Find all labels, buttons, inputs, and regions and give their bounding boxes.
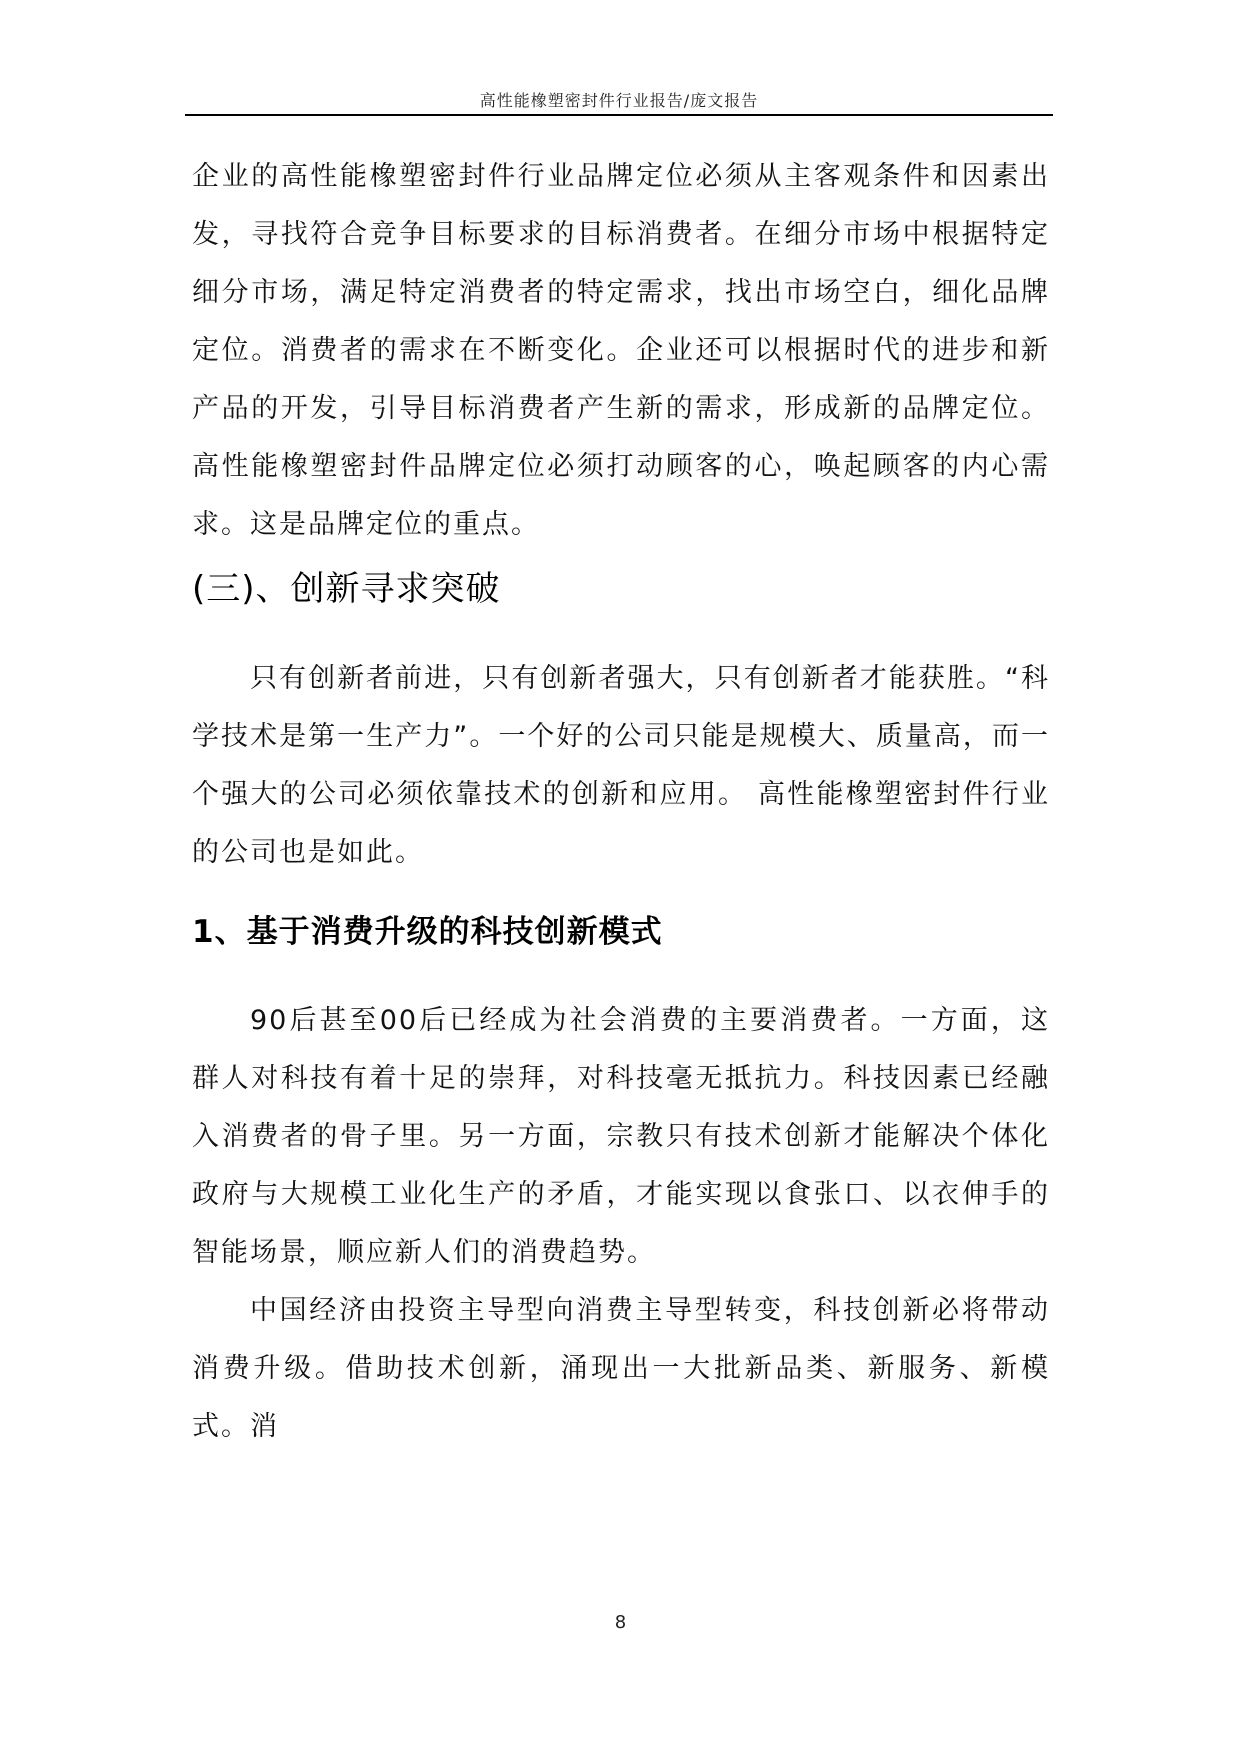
running-header: 高性能橡塑密封件行业报告/庞文报告 (479, 91, 759, 110)
paragraph-brand-positioning (192, 148, 1050, 554)
subsection-heading-block (192, 910, 1050, 954)
header-divider (185, 114, 1053, 116)
body-paragraph: 企业的高性能橡塑密封件行业品牌定位必须从主客观条件和因素出发，寻找符合竞争目标要求的目标消费者。在细分市场中根据特定细分市场，满足特定消费者的特定需求，找出市场空白，细化品牌定位。消费者的需求在不断变化。企业还可以根据时代的进步和新产品的开发，引导目标消费者产生新的需求，形成新的品牌定位。高性能橡塑密封件品牌定位必须打动顾客的心，唤起顾客的内心需求。这是品牌定位的重点。 (192, 161, 1050, 540)
page-number: 8 (614, 1612, 627, 1633)
section-heading-block (192, 567, 1050, 611)
section-heading: (三)、创新寻求突破 (192, 569, 501, 609)
body-paragraph: 只有创新者前进，只有创新者强大，只有创新者才能获胜。“科学技术是第一生产力”。一个好的公司只能是规模大、质量高，而一个强大的公司必须依靠技术的创新和应用。 高性能橡塑密封件行业的公司也是如此。 (192, 663, 1050, 868)
paragraph-innovation (192, 650, 1050, 882)
paragraph-consumers (192, 992, 1050, 1282)
paragraph-economy (192, 1282, 1050, 1456)
body-paragraph: 中国经济由投资主导型向消费主导型转变，科技创新必将带动消费升级。借助技术创新，涌现出一大批新品类、新服务、新模式。消 (192, 1295, 1050, 1442)
subsection-heading: 1、基于消费升级的科技创新模式 (192, 914, 663, 950)
body-paragraph: 90后甚至00后已经成为社会消费的主要消费者。一方面，这群人对科技有着十足的崇拜，对科技毫无抵抗力。科技因素已经融入消费者的骨子里。另一方面，宗教只有技术创新才能解决个体化政府与大规模工业化生产的矛盾，才能实现以食张口、以衣伸手的智能场景，顺应新人们的消费趋势。 (192, 1005, 1050, 1268)
